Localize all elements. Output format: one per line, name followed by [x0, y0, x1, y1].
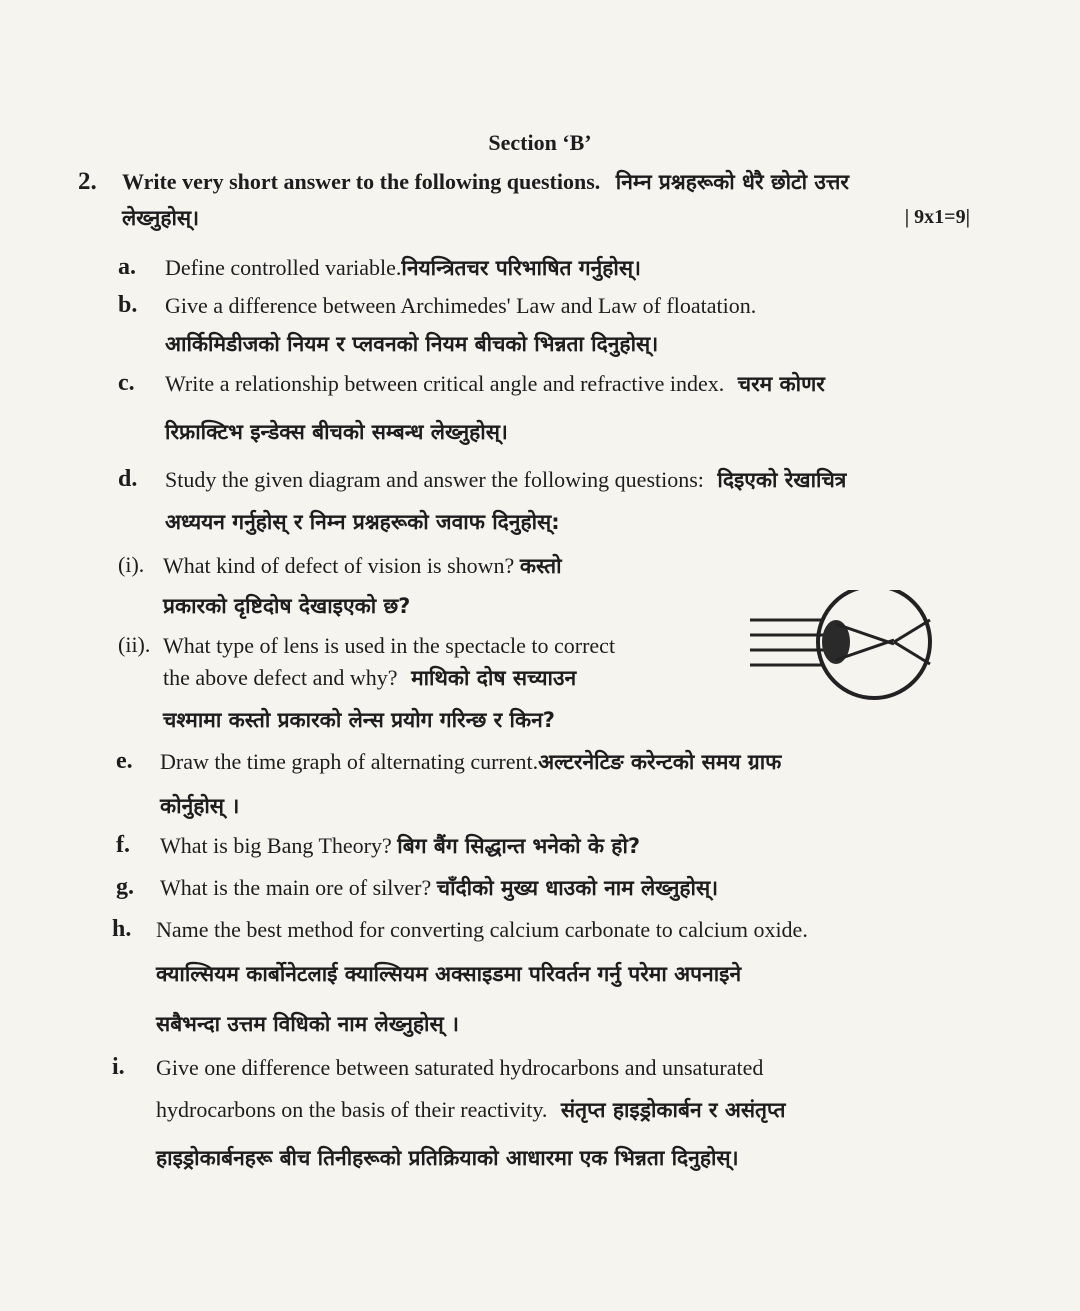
item-d-np-cont: अध्ययन गर्नुहोस् र निम्न प्रश्नहरूको जवाफ दिनुहोस्: — [165, 510, 560, 534]
item-d-i-np-cont: प्रकारको दृष्टिदोष देखाइएको छ? — [163, 594, 411, 618]
item-d-np: दिइएको रेखाचित्र — [717, 468, 847, 492]
item-d-ii-en-2: the above defect and why? — [163, 665, 398, 690]
question-intro — [122, 168, 849, 196]
item-d-ii-en: What type of lens is used in the spectacle to correct — [163, 633, 616, 658]
item-g-en: What is the main ore of silver? — [160, 875, 432, 900]
item-e-label: e. — [116, 748, 133, 774]
question-number: 2. — [78, 168, 97, 195]
item-g-np: चाँदीको मुख्य धाउको नाम लेख्नुहोस्। — [436, 876, 719, 900]
item-d-ii-np: माथिको दोष सच्याउन — [411, 666, 577, 690]
item-d-i-np: कस्तो — [519, 554, 562, 578]
item-a — [165, 254, 641, 282]
item-c-label: c. — [118, 370, 135, 396]
question-intro-np: निम्न प्रश्नहरूको धेरै छोटो उत्तर — [615, 170, 849, 194]
item-h-en: Name the best method for converting calcium carbonate to calcium oxide. — [156, 917, 808, 942]
item-i-np: संतृप्त हाइड्रोकार्बन र असंतृप्त — [560, 1098, 786, 1122]
item-d-i-en: What kind of defect of vision is shown? — [163, 553, 515, 578]
item-c-en: Write a relationship between critical angle and refractive index. — [165, 371, 725, 396]
item-h-np: क्याल्सियम कार्बोनेटलाई क्याल्सियम अक्साइडमा परिवर्तन गर्नु परेमा अपनाइने — [156, 962, 742, 986]
item-d-en: Study the given diagram and answer the following questions: — [165, 467, 704, 492]
item-d — [165, 466, 846, 494]
item-h-np-cont: सबैभन्दा उत्तम विधिको नाम लेख्नुहोस् । — [156, 1012, 459, 1036]
item-i-en-cont — [156, 1096, 785, 1124]
question-intro-np-cont: लेख्नुहोस्। — [122, 206, 200, 230]
item-d-ii-en-cont — [163, 664, 576, 692]
item-e-np-cont: कोर्नुहोस् । — [160, 794, 240, 818]
item-i-np-cont: हाइड्रोकार्बनहरू बीच तिनीहरूको प्रतिक्रियाको आधारमा एक भिन्नता दिनुहोस्। — [156, 1146, 739, 1170]
item-i-en: Give one difference between saturated hydrocarbons and unsaturated — [156, 1055, 764, 1080]
item-d-label: d. — [118, 466, 138, 492]
item-e — [160, 748, 781, 776]
item-i-label: i. — [112, 1054, 125, 1080]
item-d-ii-np-cont: चश्मामा कस्तो प्रकारको लेन्स प्रयोग गरिन्छ र किन? — [163, 708, 555, 732]
item-d-i-label: (i). — [118, 552, 145, 577]
item-a-np: नियन्त्रितचर परिभाषित गर्नुहोस्। — [401, 256, 641, 280]
item-d-ii-label: (ii). — [118, 632, 151, 657]
item-g — [160, 874, 718, 902]
item-f-label: f. — [116, 832, 130, 858]
item-f — [160, 832, 640, 860]
item-b-label: b. — [118, 292, 138, 318]
section-title: Section ‘B’ — [488, 130, 592, 155]
item-a-en: Define controlled variable. — [165, 255, 402, 280]
marks-label: | 9x1=9| — [904, 206, 970, 228]
item-f-en: What is big Bang Theory? — [160, 833, 392, 858]
item-c — [165, 370, 825, 398]
item-g-label: g. — [116, 874, 134, 900]
item-f-np: बिग बैंग सिद्धान्त भनेको के हो? — [397, 834, 641, 858]
item-b-en: Give a difference between Archimedes' Law and Law of floatation. — [165, 293, 757, 318]
item-h-label: h. — [112, 916, 132, 942]
item-b-np: आर्किमिडीजको नियम र प्लवनको नियम बीचको भिन्नता दिनुहोस्। — [165, 332, 659, 356]
question-intro-en: Write very short answer to the following questions. — [122, 169, 601, 194]
eye-defect-diagram-icon — [744, 590, 944, 720]
item-d-i — [163, 552, 562, 580]
item-i-en-2: hydrocarbons on the basis of their reactivity. — [156, 1097, 548, 1122]
item-e-np: अल्टरनेटिङ करेन्टको समय ग्राफ — [538, 750, 782, 774]
item-c-np-cont: रिफ्राक्टिभ इन्डेक्स बीचको सम्बन्ध लेख्नुहोस्। — [165, 420, 508, 444]
item-e-en: Draw the time graph of alternating current. — [160, 749, 539, 774]
item-a-label: a. — [118, 254, 136, 280]
item-c-np: चरम कोणर — [737, 372, 825, 396]
